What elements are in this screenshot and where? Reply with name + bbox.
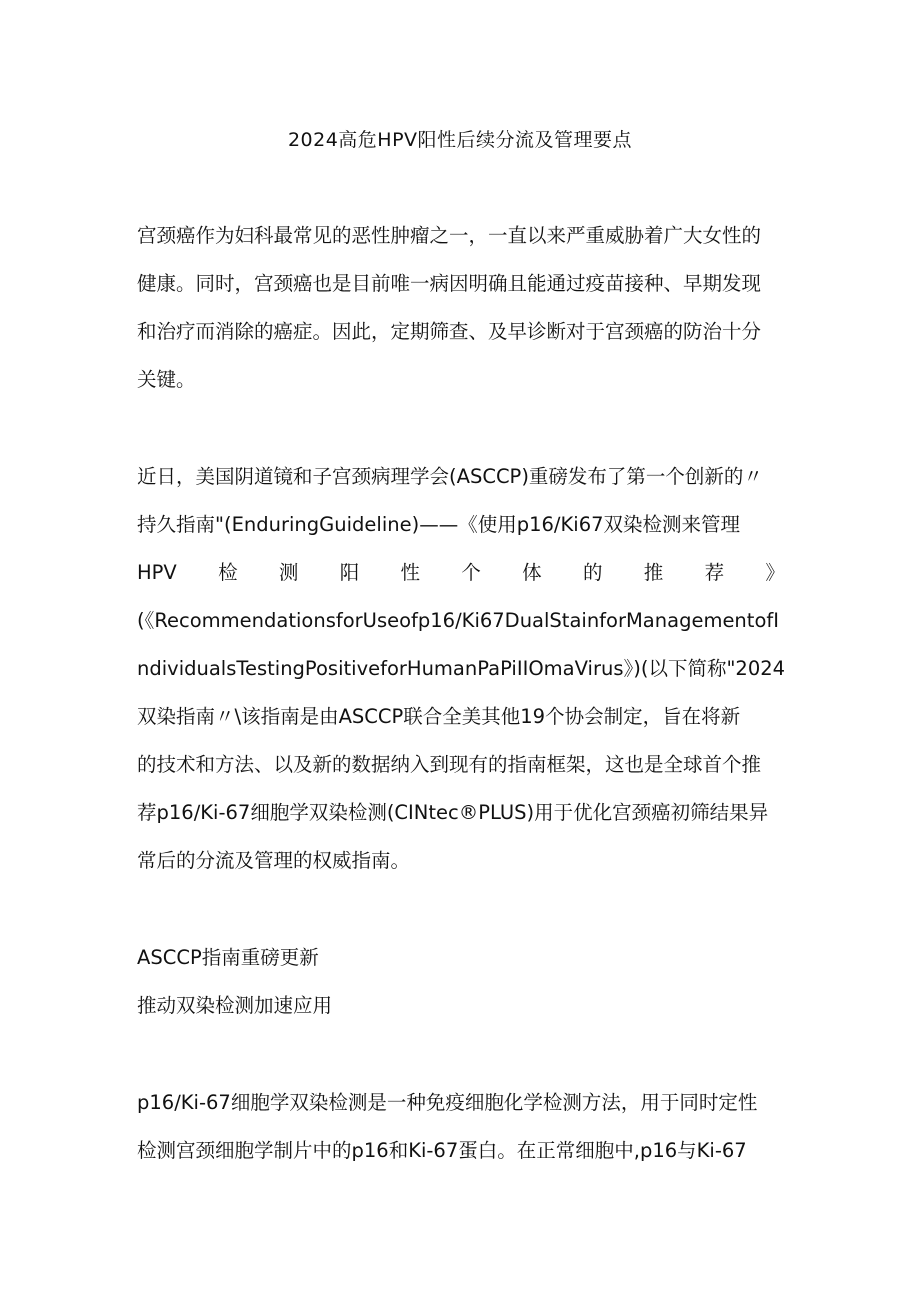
spread-word: 性 bbox=[400, 561, 421, 584]
paragraph-spread-line bbox=[137, 549, 785, 597]
paragraph-line: 检测宫颈细胞学制片中的p16和Ki-67蛋白。在正常细胞中,p16与Ki-67 bbox=[137, 1139, 747, 1162]
section-heading-2: 推动双染检测加速应用 bbox=[137, 994, 333, 1017]
spread-word: 荐 bbox=[704, 561, 725, 584]
paragraph-dual-stain bbox=[137, 1079, 785, 1175]
spread-word: 检 bbox=[218, 561, 238, 584]
paragraph-line: ndividualsTestingPositiveforHumanPaPiIIOmaVirus》)(以下简称"2024 bbox=[137, 657, 785, 680]
spread-word: 体 bbox=[522, 561, 542, 584]
paragraph-line: 持久指南"(EnduringGuideline)——《使用p16∕Ki67双染检测来管理 bbox=[137, 513, 741, 536]
paragraph-line: 双染指南〃\该指南是由ASCCP联合全美其他19个协会制定，旨在将新 bbox=[137, 705, 741, 728]
document-title: 2024高危HPV阳性后续分流及管理要点 bbox=[287, 129, 633, 151]
paragraph-line: (《RecommendationsforUseofp16∕Ki67DualStainforManagementofI bbox=[137, 609, 779, 632]
paragraph-line: 荐p16∕Ki-67细胞学双染检测(CINtec®PLUS)用于优化宫颈癌初筛结果异 bbox=[137, 801, 769, 824]
spread-word: 阳 bbox=[339, 561, 360, 584]
spread-word: 个 bbox=[461, 561, 481, 584]
spread-word: 测 bbox=[278, 561, 299, 584]
paragraph-line: 关键。 bbox=[137, 368, 196, 391]
paragraph-line: p16∕Ki-67细胞学双染检测是一种免疫细胞化学检测方法，用于同时定性 bbox=[137, 1091, 758, 1114]
spread-word: HPV bbox=[137, 561, 177, 584]
spread-word: 》 bbox=[765, 561, 785, 584]
paragraph-line: 宫颈癌作为妇科最常见的恶性肿瘤之一，一直以来严重威胁着广大女性的 bbox=[137, 224, 762, 247]
spread-word: 推 bbox=[643, 561, 664, 584]
paragraph-line: 健康。同时，宫颈癌也是目前唯一病因明确且能通过疫苗接种、早期发现 bbox=[137, 272, 762, 295]
paragraph-line: 近日，美国阴道镜和子宫颈病理学会(ASCCP)重磅发布了第一个创新的〃 bbox=[137, 465, 763, 488]
spread-word: 的 bbox=[582, 561, 603, 584]
paragraph-line: 的技术和方法、以及新的数据纳入到现有的指南框架，这也是全球首个推 bbox=[137, 753, 762, 776]
paragraph-line: 和治疗而消除的癌症。因此，定期筛查、及早诊断对于宫颈癌的防治十分 bbox=[137, 320, 762, 343]
section-heading-1: ASCCP指南重磅更新 bbox=[137, 946, 319, 969]
paragraph-guideline bbox=[137, 453, 785, 885]
paragraph-line: 常后的分流及管理的权威指南。 bbox=[137, 849, 411, 872]
paragraph-intro bbox=[137, 212, 785, 404]
